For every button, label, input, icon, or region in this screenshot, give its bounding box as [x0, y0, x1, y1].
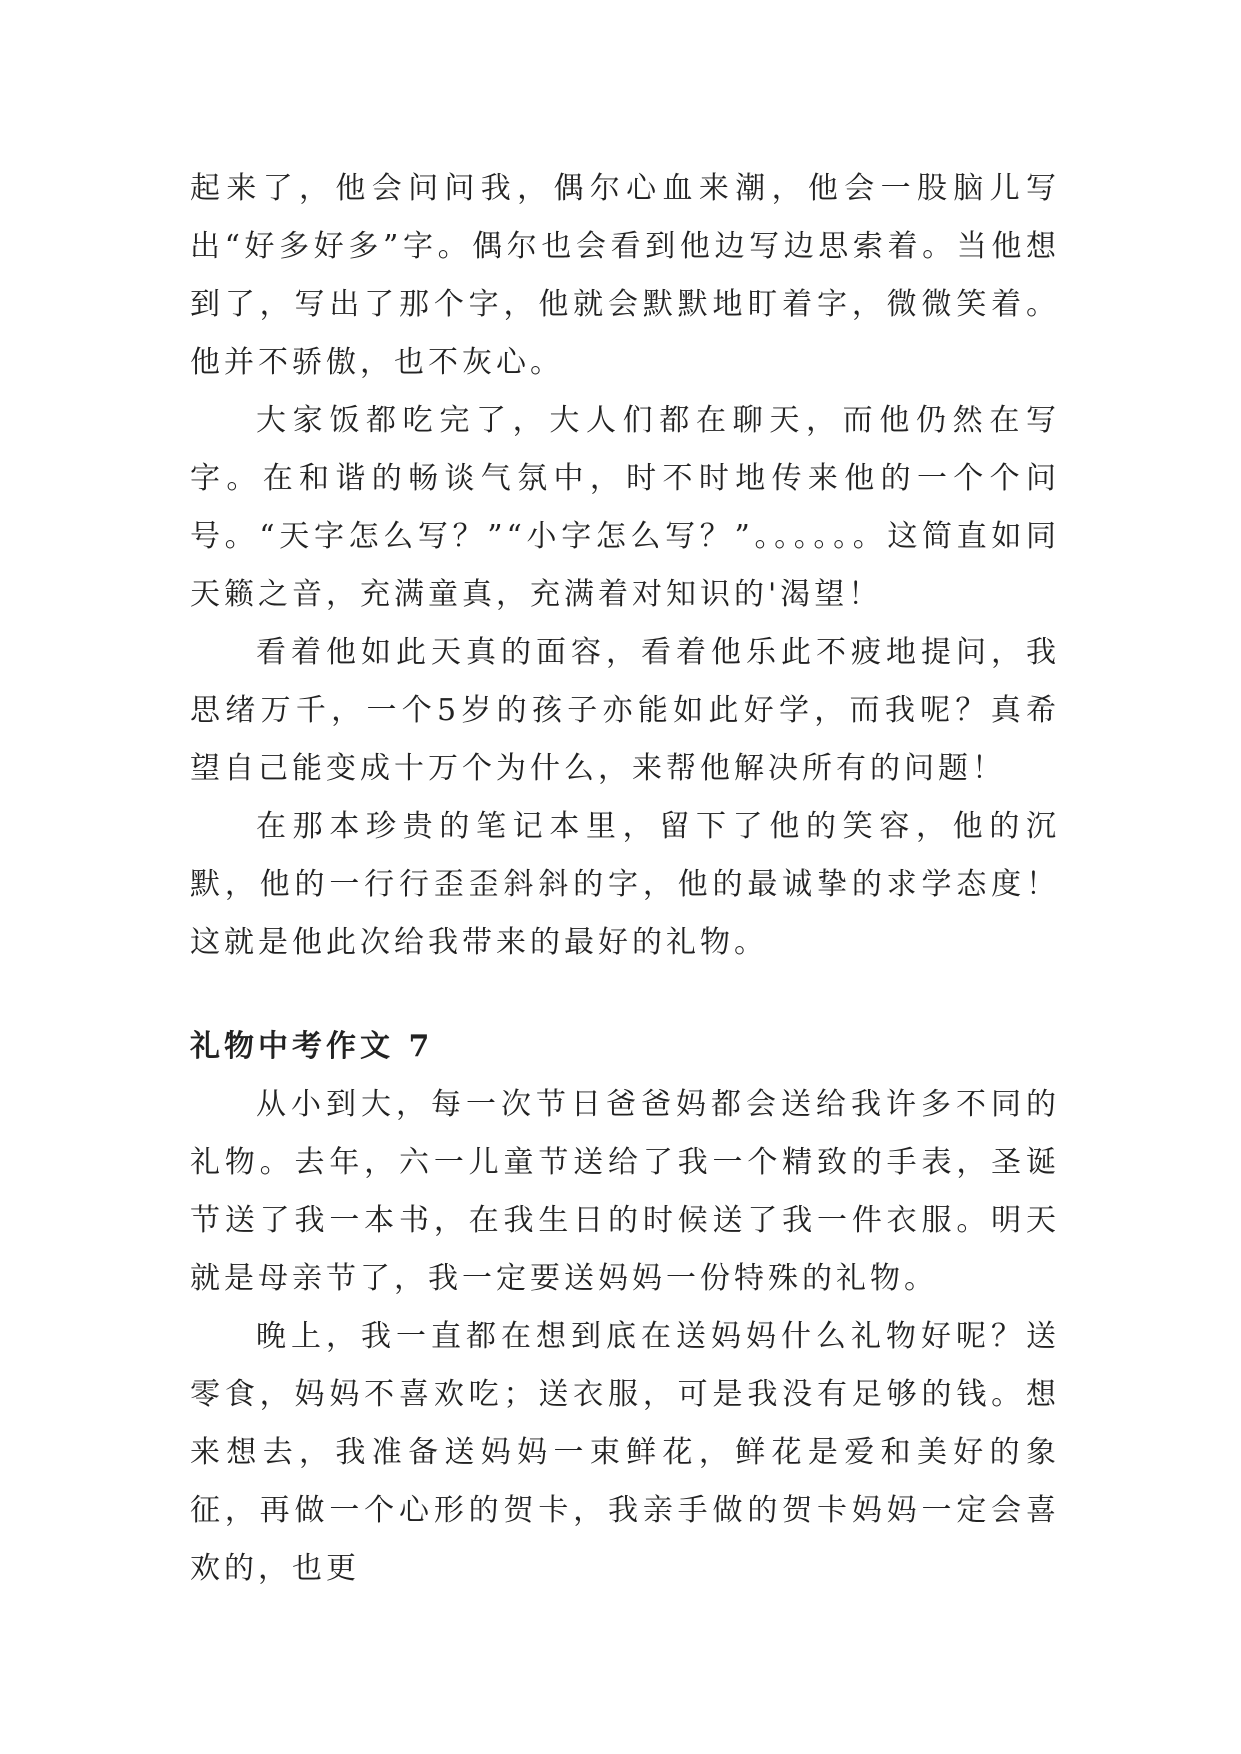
document-body — [190, 160, 1060, 1598]
paragraph: 在那本珍贵的笔记本里，留下了他的笑容，他的沉默，他的一行行歪歪斜斜的字，他的最诚挚的求学态度！这就是他此次给我带来的最好的礼物。 — [190, 809, 1060, 960]
section-title: 礼物中考作文 7 — [190, 1029, 434, 1064]
paragraph: 从小到大，每一次节日爸爸妈都会送给我许多不同的礼物。去年，六一儿童节送给了我一个精致的手表，圣诞节送了我一本书，在我生日的时候送了我一件衣服。明天就是母亲节了，我一定要送妈妈一份特殊的礼物。 — [190, 1087, 1060, 1296]
paragraph: 大家饭都吃完了，大人们都在聊天，而他仍然在写字。在和谐的畅谈气氛中，时不时地传来他的一个个问号。“天字怎么写？”“小字怎么写？”。。。。。。这简直如同天籁之音，充满童真，充满着对知识的'渴望！ — [190, 403, 1060, 612]
paragraph-continued: 起来了，他会问问我，偶尔心血来潮，他会一股脑儿写出“好多好多”字。偶尔也会看到他边写边思索着。当他想到了，写出了那个字，他就会默默地盯着字，微微笑着。他并不骄傲，也不灰心。 — [190, 171, 1060, 380]
paragraph: 看着他如此天真的面容，看着他乐此不疲地提问，我思绪万千，一个5岁的孩子亦能如此好学，而我呢？真希望自己能变成十万个为什么，来帮他解决所有的问题！ — [190, 635, 1060, 786]
paragraph: 晚上，我一直都在想到底在送妈妈什么礼物好呢？送零食，妈妈不喜欢吃；送衣服，可是我没有足够的钱。想来想去，我准备送妈妈一束鲜花，鲜花是爱和美好的象征，再做一个心形的贺卡，我亲手做的贺卡妈妈一定会喜欢的，也更 — [190, 1319, 1060, 1586]
